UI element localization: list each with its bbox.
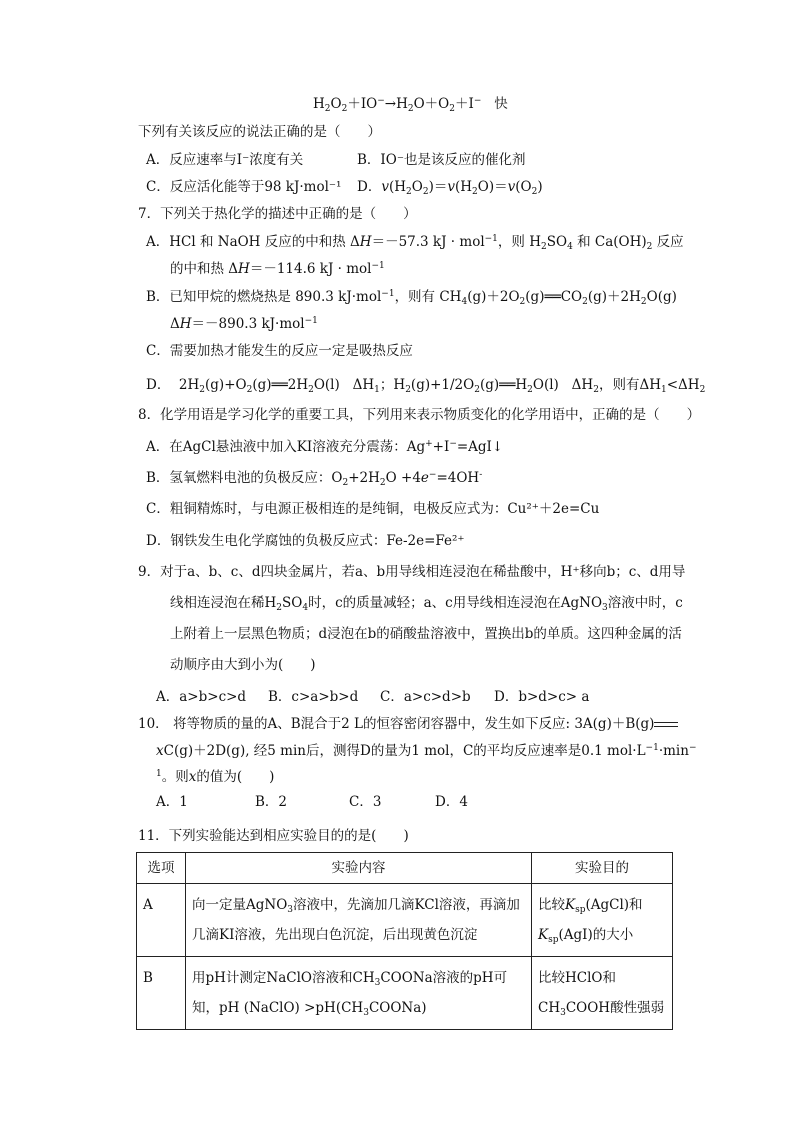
q11-stem: 11．下列实验能达到相应实验目的的是( ) xyxy=(138,828,409,844)
row-a-content: 向一定量AgNO$_3$溶液中，先滴加几滴KCl溶液，再滴加几滴KI溶液，先出现白色沉淀，后出现黄色沉淀 xyxy=(186,884,532,957)
q8-option-b: B．氢氧燃料电池的负极反应：$O_2+2H_2O +4e^-=4OH^-$ xyxy=(146,470,483,488)
q10-option-c: C．3 xyxy=(349,794,382,810)
q11-table xyxy=(136,852,673,1030)
q9-option-b: B．c>a>b>d xyxy=(268,689,359,705)
q8-option-c: C．粗铜精炼时，与电源正极相连的是纯铜，电极反应式为：Cu²⁺＋2e=Cu xyxy=(146,501,600,517)
row-b-purpose: 比较HClO和 $CH_3COOH$酸性强弱 xyxy=(532,957,673,1030)
header-purpose: 实验目的 xyxy=(532,853,673,884)
q8-option-d: D．钢铁发生电化学腐蚀的负极反应式：Fe-2e=Fe²⁺ xyxy=(146,533,465,549)
q7-option-d: D． $2H_2(g)+O_2(g)══2H_2O(l)$ $\Delta H_1$；$H_2(g)+1/2O_2(g)══H_2O(l)$ $\Delta H_2$，则有$\Delta H_1<\Delta H_2$ xyxy=(146,377,706,395)
intro-option-b: B．IO⁻也是该反应的催化剂 xyxy=(357,152,526,168)
q10-option-b: B．2 xyxy=(255,794,288,810)
q10-stem-line1: 10． 将等物质的量的A、B混合于2 L的恒容密闭容器中，发生如下反应: 3A(g)＋B(g) xyxy=(138,714,678,734)
q7-option-a: A．HCl 和 NaOH 反应的中和热 ΔH＝－57.3 kJ · mol$^{-1}$，则 $H_2SO_4$ 和 $Ca(OH)_2$ 反应 xyxy=(146,234,684,252)
q7-option-a-cont: 的中和热 ΔH＝－114.6 kJ · mol$^{-1}$ xyxy=(170,261,385,277)
q9-stem-line2: 线相连浸泡在稀$H_2SO_4$时，c的质量减轻；a、c用导线相连浸泡在AgNO$_3$溶液中时，c xyxy=(170,595,683,613)
table-row xyxy=(137,884,673,957)
intro-option-a: A．反应速率与I⁻浓度有关 xyxy=(146,152,304,168)
intro-option-d: D．$v(H_2O_2)=v(H_2O)=v(O_2)$ xyxy=(357,179,543,197)
q9-option-a: A．a>b>c>d xyxy=(156,689,247,705)
intro-question: 下列有关该反应的说法正确的是（ ） xyxy=(138,124,381,140)
q9-stem-line1: 9．对于a、b、c、d四块金属片，若a、b用导线相连浸泡在稀盐酸中，H⁺移向b；c、d用导 xyxy=(138,564,686,580)
q7-stem: 7．下列关于热化学的描述中正确的是（ ） xyxy=(138,206,417,222)
q8-option-a: A．在AgCl悬浊液中加入KI溶液充分震荡：Ag++I−=AgI↓ xyxy=(146,439,504,455)
q10-option-a: A．1 xyxy=(156,794,188,810)
equilibrium-arrow-icon xyxy=(654,721,678,729)
row-a-purpose: 比较$K_{sp}(AgCl)$和 $K_{sp}(AgI)$的大小 xyxy=(532,884,673,957)
intro-option-c: C．反应活化能等于98 kJ·mol⁻¹ xyxy=(146,179,342,195)
row-b-content: 用pH计测定NaClO溶液和$CH_3COONa$溶液的pH可知，pH (NaClO) $>pH(CH_3COONa)$ xyxy=(186,957,532,1030)
q9-stem-line4: 动顺序由大到小为( ) xyxy=(170,657,316,673)
row-b-label: B xyxy=(137,957,186,1030)
table-row xyxy=(137,957,673,1030)
q7-option-b: B．已知甲烷的燃烧热是 890.3 kJ·mol$^{-1}$，则有 $CH_4(g)+2O_2(g)══CO_2(g)+2H_2O(g)$ xyxy=(146,289,677,307)
header-option: 选项 xyxy=(137,853,186,884)
intro-eq-tail: 快 xyxy=(494,96,508,112)
intro-equation: $H_2O_2+IO^-\to H_2O+O_2+I^-$ 快 xyxy=(313,96,508,114)
q7-option-b-cont: ΔH＝－890.3 kJ·mol$^{-1}$ xyxy=(170,316,318,332)
q9-option-d: D．b>d>c> a xyxy=(494,689,590,705)
q7-option-c: C．需要加热才能发生的反应一定是吸热反应 xyxy=(146,343,413,359)
q10-stem-line2: xC(g)＋2D(g), 经5 min后，测得D的量为1 mol，C的平均反应速率是0.1 $mol\cdot L^{-1}\cdot\min^-$ xyxy=(156,743,697,759)
q10-stem-line3: $^1$。则x的值为( ) xyxy=(156,769,275,785)
q9-stem-line3: 上附着上一层黑色物质；d浸泡在b的硝酸盐溶液中，置换出b的单质。这四种金属的活 xyxy=(170,626,682,642)
q9-option-c: C．a>c>d>b xyxy=(380,689,471,705)
q10-option-d: D．4 xyxy=(435,794,468,810)
table-header-row xyxy=(137,853,673,884)
header-content: 实验内容 xyxy=(186,853,532,884)
q8-stem: 8．化学用语是学习化学的重要工具，下列用来表示物质变化的化学用语中，正确的是（ ） xyxy=(138,407,701,423)
row-a-label: A xyxy=(137,884,186,957)
